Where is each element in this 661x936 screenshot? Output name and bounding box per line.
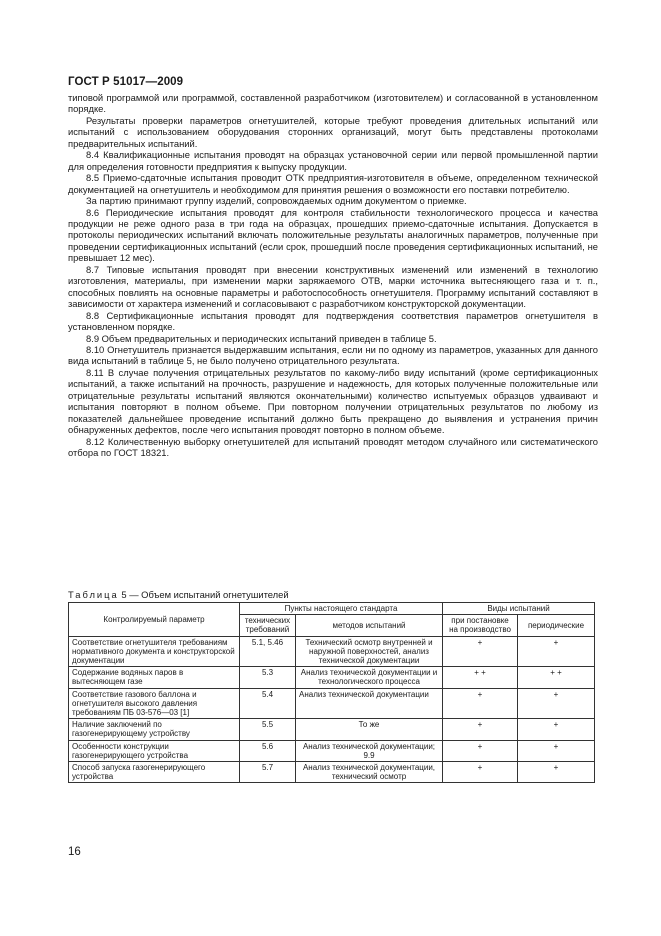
paragraph: 8.7 Типовые испытания проводят при внесении конструктивных изменений или изменений в технологию изготовления, материалы, при изменении марки заряжаемого ОТВ, марки источника вытесняющего газа и т. п., способных повлиять на основные параметры и работоспособность огнетушителя. Программу испытаний составляют в зависимости от характера изменений и согласовывают с разработчиком конструкторской документации. [68,263,598,310]
table-row [69,762,595,783]
cell-req: 5.4 [240,688,296,719]
cell-req: 5.1, 5.46 [240,636,296,667]
cell-periodic: + [518,740,595,761]
cell-periodic: + [518,688,595,719]
cell-method: Анализ технической документации и технологического процесса [296,667,443,688]
table-row [69,740,595,761]
table-row [69,636,595,667]
paragraph: типовой программой или программой, составленной разработчиком (изготовителем) и согласованной в установленном порядке. [68,92,598,115]
header-points: Пункты настоящего стандарта [240,603,443,615]
header-tech-req: технических требований [240,615,296,636]
paragraph: 8.11 В случае получения отрицательных результатов по какому-либо виду испытаний (кроме сертификационных испытаний, а также испытаний на прочность, разрушение и надежность, для которых полученные положительные или отрицательные результаты испытаний являются окончательными) количество испытуемых образцов удваивают и испытания повторяют в полном объеме. При повторном получении отрицательных результатов по любому из показателей дальнейшее проведение испытаний должно быть прекращено до выявления и устранения причин обнаруженных дефектов, после чего испытания проводят повторно в полном объеме. [68,366,598,436]
paragraph: 8.6 Периодические испытания проводят для контроля стабильности технологического процесса и качества продукции не реже одного раза в три года на образцах, прошедших приемо-сдаточные испытания. Допускается в протоколы периодических испытаний включать положительные результаты аналогичных параметров, полученные при проведении сертификационных испытаний (если срок, прошедший после проведения сертификационных испытаний, не превышает 12 мес). [68,206,598,264]
table-caption-title: 5 — Объем испытаний огнетушителей [118,589,289,600]
cell-param: Соответствие огнетушителя требованиям нормативного документа и конструкторской документации [69,636,240,667]
cell-periodic: + [518,636,595,667]
table-row [69,667,595,688]
table-row [69,688,595,719]
cell-method: Технический осмотр внутренней и наружной поверхностей, анализ технической документации [296,636,443,667]
paragraph: 8.9 Объем предварительных и периодических испытаний приведен в таблице 5. [86,332,437,344]
cell-method: Анализ технической документации; 9.9 [296,740,443,761]
header-periodic: периодические [518,615,595,636]
cell-method: То же [296,719,443,740]
cell-param: Наличие заключений по газогенерирующему устройству [69,719,240,740]
cell-method: Анализ технической документации, технический осмотр [296,762,443,783]
header-methods: методов испытаний [296,615,443,636]
header-types: Виды испытаний [443,603,595,615]
table-caption [68,589,289,600]
cell-production: + [443,719,518,740]
header-production: при постановке на производство [443,615,518,636]
table-header-row [69,603,595,615]
cell-req: 5.3 [240,667,296,688]
cell-production: + [443,762,518,783]
cell-param: Особенности конструкции газогенерирующего устройства [69,740,240,761]
cell-param: Способ запуска газогенерирующего устройства [69,762,240,783]
cell-req: 5.7 [240,762,296,783]
cell-production: + [443,688,518,719]
paragraph: За партию принимают группу изделий, сопровождаемых одним документом о приемке. [86,195,467,207]
cell-production: + [443,740,518,761]
cell-req: 5.6 [240,740,296,761]
cell-periodic: + [518,762,595,783]
header-param: Контролируемый параметр [69,603,240,637]
paragraph: Результаты проверки параметров огнетушителей, которые требуют проведения длительных испытаний или испытаний с использованием оборудования сторонних организаций, могут быть представлены протоколами предварительных испытаний. [68,114,598,149]
cell-periodic: + [518,719,595,740]
cell-periodic: + + [518,667,595,688]
cell-param: Содержание водяных паров в вытесняющем газе [69,667,240,688]
document-header: ГОСТ Р 51017—2009 [68,76,184,88]
paragraph: 8.5 Приемо-сдаточные испытания проводит ОТК предприятия-изготовителя в объеме, определенном технической документацией на огнетушитель и необходимом для принятия решения о возможности его поставки потребителю. [68,172,598,195]
test-scope-table [68,602,595,783]
cell-production: + + [443,667,518,688]
paragraph: 8.4 Квалификационные испытания проводят на образцах установочной серии или первой промышленной партии для определения готовности предприятия к выпуску продукции. [68,149,598,172]
body-text [68,92,598,459]
table-caption-label: Таблица [68,589,119,600]
paragraph: 8.8 Сертификационные испытания проводят для подтверждения соответствия параметров огнетушителя в установленном порядке. [68,309,598,333]
page-number: 16 [68,846,81,858]
cell-param: Соответствие газового баллона и огнетушителя высокого давления требованиям ПБ 03-576—03 [1] [69,688,240,719]
cell-req: 5.5 [240,719,296,740]
paragraph: 8.12 Количественную выборку огнетушителей для испытаний проводят методом случайного или систематического отбора по ГОСТ 18321. [68,435,598,459]
table-row [69,719,595,740]
paragraph: 8.10 Огнетушитель признается выдержавшим испытания, если ни по одному из параметров, указанных для данного вида испытаний в таблице 5, не было получено отрицательного результата. [68,343,598,367]
cell-production: + [443,636,518,667]
cell-method: Анализ технической документации [296,688,443,719]
